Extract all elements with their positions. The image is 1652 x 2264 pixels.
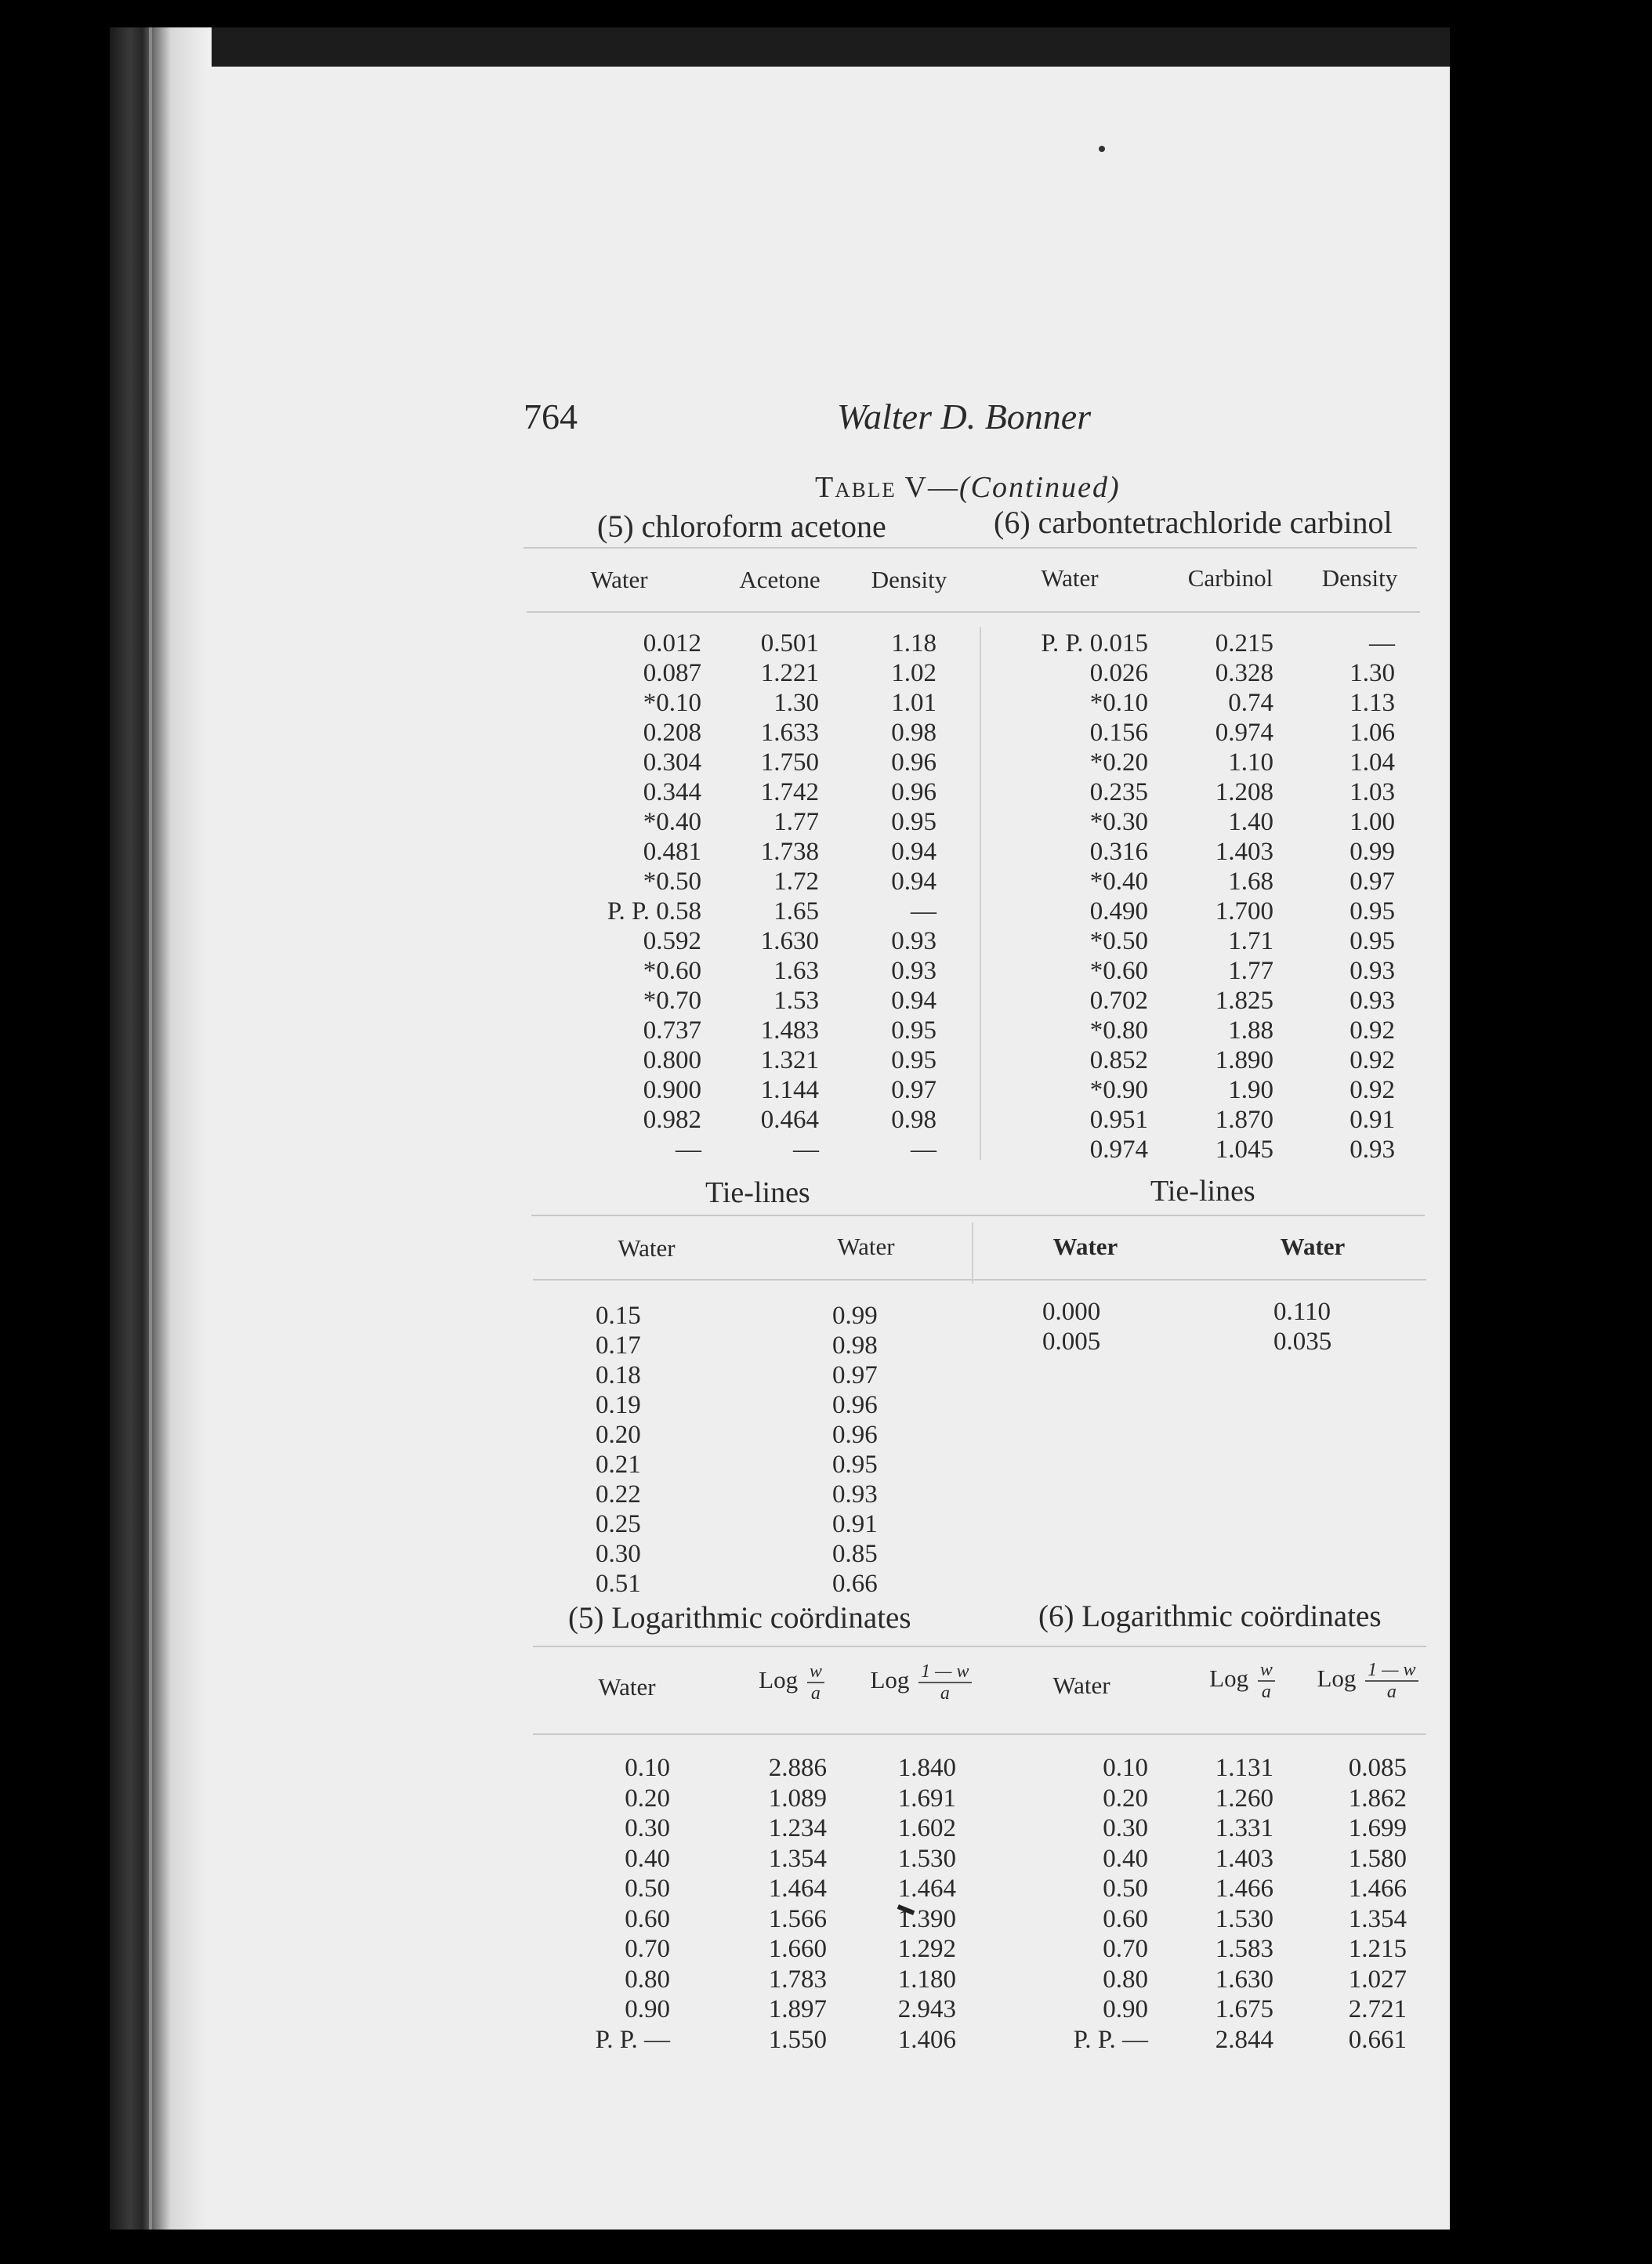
table-label: Table V bbox=[815, 471, 928, 504]
table-cell: 0.90 bbox=[1103, 1995, 1148, 2023]
table-cell: 1.675 bbox=[1215, 1995, 1273, 2023]
table-cell: 0.51 bbox=[596, 1570, 641, 1598]
denominator: a bbox=[940, 1683, 950, 1704]
log-label: Log bbox=[870, 1666, 910, 1694]
table-cell: 0.737 bbox=[643, 1016, 701, 1045]
table-cell: 0.087 bbox=[643, 659, 701, 687]
l6-log1w-header bbox=[1305, 1660, 1430, 1702]
tielines-divider bbox=[972, 1223, 973, 1284]
table-cell: 0.50 bbox=[1103, 1875, 1148, 1903]
numerator: 1 — w bbox=[1365, 1660, 1418, 1682]
table-cell: 0.18 bbox=[596, 1361, 641, 1389]
table-cell: 0.98 bbox=[891, 1106, 936, 1134]
table-cell: 0.235 bbox=[1089, 778, 1148, 806]
table-cell: 1.13 bbox=[1349, 689, 1395, 717]
table-caption: Table V—(Continued) bbox=[815, 471, 1121, 504]
table-cell: 0.70 bbox=[625, 1935, 670, 1963]
table-cell: 1.630 bbox=[760, 927, 819, 955]
table-cell: 1.403 bbox=[1215, 1844, 1273, 1873]
table-cell: 0.085 bbox=[1348, 1754, 1407, 1782]
s5-acetone-column bbox=[721, 628, 819, 1165]
table-cell: 0.900 bbox=[643, 1076, 701, 1104]
table-cell: 0.92 bbox=[1349, 1076, 1395, 1104]
table-cell: 0.702 bbox=[1089, 987, 1148, 1015]
page-number: 764 bbox=[523, 397, 578, 436]
table-cell: 0.93 bbox=[1349, 987, 1395, 1015]
table-cell: 0.10 bbox=[1103, 1754, 1148, 1782]
table-cell: 1.10 bbox=[1228, 748, 1273, 777]
table-cell: 1.68 bbox=[1228, 868, 1273, 896]
log-label: Log bbox=[759, 1666, 799, 1694]
table-cell: 1.180 bbox=[897, 1965, 956, 1994]
table-cell: 0.96 bbox=[891, 748, 936, 777]
table-cell: 1.30 bbox=[773, 689, 819, 717]
table-top-rule bbox=[523, 547, 1417, 549]
table-cell: 0.96 bbox=[832, 1391, 878, 1419]
table-cell: 0.85 bbox=[832, 1540, 878, 1568]
s5-acetone-header: Acetone bbox=[739, 566, 821, 593]
table-cell: 0.035 bbox=[1273, 1328, 1332, 1356]
l5-log1w-header bbox=[858, 1661, 984, 1704]
table-cell: 1.77 bbox=[1228, 957, 1273, 985]
table-cell: 1.464 bbox=[897, 1875, 956, 1903]
table-cell: 0.91 bbox=[832, 1510, 878, 1538]
s6-water-column bbox=[987, 628, 1148, 1165]
table-cell: 1.897 bbox=[768, 1995, 827, 2023]
table-cell: 0.110 bbox=[1273, 1298, 1331, 1326]
table-cell: 0.74 bbox=[1228, 689, 1273, 717]
table-cell: 1.750 bbox=[760, 748, 819, 777]
tielines-header-rule bbox=[533, 1279, 1426, 1281]
fraction bbox=[807, 1661, 824, 1704]
table-cell: 1.825 bbox=[1215, 987, 1273, 1015]
table-cell: 1.215 bbox=[1348, 1935, 1407, 1963]
film-edge-line bbox=[149, 27, 152, 2230]
table-cell: 1.65 bbox=[773, 897, 819, 926]
table-cell: 1.660 bbox=[768, 1935, 827, 1963]
table-cell: *0.40 bbox=[1089, 868, 1148, 896]
table-cell: 0.21 bbox=[596, 1451, 641, 1479]
s6-density-header: Density bbox=[1321, 564, 1398, 592]
table-cell: 0.156 bbox=[1089, 719, 1148, 747]
table-divider bbox=[980, 627, 981, 1160]
table-cell: 1.01 bbox=[891, 689, 936, 717]
table-cell: 1.783 bbox=[768, 1965, 827, 1994]
table-cell: 0.982 bbox=[643, 1106, 701, 1134]
table-cell: — bbox=[676, 1136, 701, 1164]
log-label: Log bbox=[1209, 1664, 1249, 1693]
table-cell: 1.131 bbox=[1215, 1754, 1273, 1782]
table-cell: — bbox=[1369, 629, 1395, 657]
table-cell: 1.890 bbox=[1215, 1046, 1273, 1074]
l5-logw-column bbox=[741, 1753, 827, 2055]
table-cell: 1.466 bbox=[1215, 1875, 1273, 1903]
table-cell: P. P. — bbox=[595, 2025, 670, 2054]
table-cell: 2.886 bbox=[768, 1754, 827, 1782]
table-cell: 0.15 bbox=[596, 1302, 641, 1330]
table-cell: P. P. 0.58 bbox=[607, 897, 701, 926]
table-cell: 1.221 bbox=[760, 659, 819, 687]
table-cell: 0.215 bbox=[1215, 629, 1273, 657]
table-cell: 1.292 bbox=[897, 1935, 956, 1963]
table-cell: 0.10 bbox=[625, 1754, 670, 1782]
table-cell: *0.80 bbox=[1089, 1016, 1148, 1045]
table-cell: 1.870 bbox=[1215, 1106, 1273, 1134]
specks bbox=[1099, 146, 1105, 152]
table-cell: 0.026 bbox=[1089, 659, 1148, 687]
s5-density-header: Density bbox=[871, 566, 947, 593]
table-cell: 0.94 bbox=[891, 838, 936, 866]
log-top-rule bbox=[533, 1646, 1426, 1647]
table-cell: *0.20 bbox=[1089, 748, 1148, 777]
table-cell: 0.501 bbox=[760, 629, 819, 657]
numerator: 1 — w bbox=[918, 1661, 971, 1683]
table-cell: P. P. 0.015 bbox=[1041, 629, 1148, 657]
table-cell: 1.77 bbox=[773, 808, 819, 836]
table-cell: 2.721 bbox=[1348, 1995, 1407, 2023]
l5-water-header: Water bbox=[598, 1673, 656, 1701]
table-cell: 1.840 bbox=[897, 1754, 956, 1782]
table-cell: 0.661 bbox=[1348, 2025, 1407, 2054]
table-cell: 0.93 bbox=[891, 957, 936, 985]
table-cell: 0.98 bbox=[832, 1331, 878, 1360]
s5-water-header: Water bbox=[590, 566, 648, 593]
film-border-left bbox=[110, 27, 212, 2230]
table-cell: 1.466 bbox=[1348, 1875, 1407, 1903]
t6-water2-header: Water bbox=[1280, 1233, 1346, 1260]
table-cell: 0.481 bbox=[643, 838, 701, 866]
table-cell: 0.93 bbox=[832, 1480, 878, 1509]
table-cell: 1.234 bbox=[768, 1814, 827, 1842]
table-cell: 0.99 bbox=[832, 1302, 878, 1330]
table-cell: 0.974 bbox=[1089, 1136, 1148, 1164]
s5-density-column bbox=[858, 628, 936, 1165]
tielines6-title: Tie-lines bbox=[1150, 1175, 1255, 1208]
table-cell: 1.90 bbox=[1228, 1076, 1273, 1104]
table-cell: 1.04 bbox=[1349, 748, 1395, 777]
table-cell: 1.530 bbox=[897, 1844, 956, 1873]
l6-water-header: Water bbox=[1052, 1672, 1110, 1699]
table-cell: 0.25 bbox=[596, 1510, 641, 1538]
table-cell: *0.70 bbox=[643, 987, 701, 1015]
t6-col1 bbox=[1042, 1297, 1136, 1357]
table-cell: *0.10 bbox=[643, 689, 701, 717]
table-cell: 0.95 bbox=[891, 1016, 936, 1045]
table-cell: 0.60 bbox=[1103, 1904, 1148, 1933]
t6-col2 bbox=[1273, 1297, 1368, 1357]
table-cell: *0.30 bbox=[1089, 808, 1148, 836]
l6-water-column bbox=[1011, 1753, 1148, 2055]
table-cell: 0.005 bbox=[1042, 1328, 1101, 1356]
table-cell: 1.403 bbox=[1215, 838, 1273, 866]
t5-col2 bbox=[832, 1301, 911, 1599]
table-cell: 0.20 bbox=[625, 1784, 670, 1813]
table-cell: 1.18 bbox=[891, 629, 936, 657]
table-cell: 0.464 bbox=[760, 1106, 819, 1134]
table-cell: 1.63 bbox=[773, 957, 819, 985]
table-cell: 0.800 bbox=[643, 1046, 701, 1074]
table-cell: 1.530 bbox=[1215, 1904, 1273, 1933]
table-cell: 0.40 bbox=[1103, 1844, 1148, 1873]
table-cell: 0.80 bbox=[1103, 1965, 1148, 1994]
table-cell: 0.92 bbox=[1349, 1016, 1395, 1045]
log-label: Log bbox=[1317, 1664, 1357, 1693]
table-cell: 0.328 bbox=[1215, 659, 1273, 687]
table-cell: *0.60 bbox=[643, 957, 701, 985]
table-cell: 1.045 bbox=[1215, 1136, 1273, 1164]
fraction bbox=[918, 1661, 971, 1704]
table-cell: 0.95 bbox=[1349, 927, 1395, 955]
running-title: Walter D. Bonner bbox=[837, 397, 1092, 436]
table-cell: 1.331 bbox=[1215, 1814, 1273, 1842]
s5-water-column bbox=[509, 628, 701, 1165]
table-cell: 1.40 bbox=[1228, 808, 1273, 836]
system5-title: (5) chloroform acetone bbox=[597, 509, 886, 544]
table-cell: 1.742 bbox=[760, 778, 819, 806]
table-cell: 0.66 bbox=[832, 1570, 878, 1598]
table-cell: 2.943 bbox=[897, 1995, 956, 2023]
table-cell: 0.012 bbox=[643, 629, 701, 657]
table-cell: 0.99 bbox=[1349, 838, 1395, 866]
table-cell: 0.951 bbox=[1089, 1106, 1148, 1134]
table-cell: 1.483 bbox=[760, 1016, 819, 1045]
table-cell: 1.88 bbox=[1228, 1016, 1273, 1045]
table-cell: 1.699 bbox=[1348, 1814, 1407, 1842]
numerator: w bbox=[1258, 1660, 1275, 1682]
log-header-rule bbox=[533, 1733, 1426, 1735]
table-cell: 0.22 bbox=[596, 1480, 641, 1509]
table-cell: 1.700 bbox=[1215, 897, 1273, 926]
table-cell: 2.844 bbox=[1215, 2025, 1273, 2054]
t5-col1 bbox=[596, 1301, 674, 1599]
table-cell: 1.06 bbox=[1349, 719, 1395, 747]
table-cell: 0.95 bbox=[891, 1046, 936, 1074]
table-cell: *0.60 bbox=[1089, 957, 1148, 985]
table-cell: 0.000 bbox=[1042, 1298, 1101, 1326]
denominator: a bbox=[810, 1683, 821, 1704]
s6-density-column bbox=[1317, 628, 1395, 1165]
table-cell: 0.208 bbox=[643, 719, 701, 747]
table-cell: 0.96 bbox=[891, 778, 936, 806]
table-cell: 1.738 bbox=[760, 838, 819, 866]
t5-water1-header: Water bbox=[618, 1234, 676, 1262]
table-cell: 0.94 bbox=[891, 987, 936, 1015]
system6-title: (6) carbontetrachloride carbinol bbox=[994, 505, 1393, 540]
table-cell: 1.390 bbox=[897, 1904, 956, 1933]
table-cell: 1.144 bbox=[760, 1076, 819, 1104]
table-cell: 1.691 bbox=[897, 1784, 956, 1813]
table-cell: 1.583 bbox=[1215, 1935, 1273, 1963]
table-cell: 0.98 bbox=[891, 719, 936, 747]
table-cell: 0.974 bbox=[1215, 719, 1273, 747]
table-cell: 0.30 bbox=[1103, 1814, 1148, 1842]
table-cell: 0.592 bbox=[643, 927, 701, 955]
table-cell: 0.97 bbox=[1349, 868, 1395, 896]
t5-water2-header: Water bbox=[837, 1233, 895, 1260]
table-cell: 0.344 bbox=[643, 778, 701, 806]
numerator: w bbox=[807, 1661, 824, 1683]
table-cell: 1.354 bbox=[1348, 1904, 1407, 1933]
table-cell: 0.93 bbox=[1349, 957, 1395, 985]
table-cell: *0.40 bbox=[643, 808, 701, 836]
table-header-rule bbox=[527, 611, 1420, 613]
table-cell: — bbox=[911, 897, 936, 926]
table-cell: 0.40 bbox=[625, 1844, 670, 1873]
s6-carbinol-column bbox=[1179, 628, 1273, 1165]
log5-title: (5) Logarithmic coördinates bbox=[568, 1601, 911, 1635]
table-cell: *0.50 bbox=[643, 868, 701, 896]
l6-logw-column bbox=[1187, 1753, 1273, 2055]
tielines5-title: Tie-lines bbox=[705, 1176, 810, 1209]
table-cell: 0.92 bbox=[1349, 1046, 1395, 1074]
table-cell: 1.71 bbox=[1228, 927, 1273, 955]
table-cell: 1.00 bbox=[1349, 808, 1395, 836]
fraction bbox=[1365, 1660, 1418, 1702]
denominator: a bbox=[1261, 1682, 1271, 1702]
denominator: a bbox=[1386, 1682, 1397, 1702]
table-cell: 0.93 bbox=[1349, 1136, 1395, 1164]
table-cell: — bbox=[911, 1136, 936, 1164]
table-cell: P. P. — bbox=[1073, 2025, 1148, 2054]
table-continued: (Continued) bbox=[958, 471, 1121, 504]
table-cell: 1.602 bbox=[897, 1814, 956, 1842]
table-cell: 0.20 bbox=[1103, 1784, 1148, 1813]
table-cell: 0.19 bbox=[596, 1391, 641, 1419]
table-cell: 0.304 bbox=[643, 748, 701, 777]
table-cell: 1.30 bbox=[1349, 659, 1395, 687]
table-cell: 0.30 bbox=[596, 1540, 641, 1568]
table-cell: 0.96 bbox=[832, 1421, 878, 1449]
table-cell: 0.30 bbox=[625, 1814, 670, 1842]
table-cell: 0.97 bbox=[832, 1361, 878, 1389]
table-cell: 1.260 bbox=[1215, 1784, 1273, 1813]
table-cell: 1.089 bbox=[768, 1784, 827, 1813]
table-cell: *0.50 bbox=[1089, 927, 1148, 955]
table-cell: *0.10 bbox=[1089, 689, 1148, 717]
table-cell: 0.95 bbox=[832, 1451, 878, 1479]
table-cell: 0.97 bbox=[891, 1076, 936, 1104]
table-cell: 0.316 bbox=[1089, 838, 1148, 866]
table-cell: 1.02 bbox=[891, 659, 936, 687]
table-cell: 1.633 bbox=[760, 719, 819, 747]
table-cell: 0.60 bbox=[625, 1904, 670, 1933]
table-cell: 0.70 bbox=[1103, 1935, 1148, 1963]
table-cell: 0.50 bbox=[625, 1875, 670, 1903]
l5-logw-header bbox=[744, 1661, 839, 1704]
table-cell: 1.464 bbox=[768, 1875, 827, 1903]
table-cell: 0.95 bbox=[1349, 897, 1395, 926]
table-cell: 0.852 bbox=[1089, 1046, 1148, 1074]
table-cell: 1.550 bbox=[768, 2025, 827, 2054]
log6-title: (6) Logarithmic coördinates bbox=[1038, 1599, 1382, 1633]
table-cell: 0.90 bbox=[625, 1995, 670, 2023]
l6-log1w-column bbox=[1321, 1753, 1407, 2055]
table-cell: 1.862 bbox=[1348, 1784, 1407, 1813]
table-cell: 1.406 bbox=[897, 2025, 956, 2054]
table-cell: 0.95 bbox=[891, 808, 936, 836]
table-cell: 0.80 bbox=[625, 1965, 670, 1994]
table-cell: 1.53 bbox=[773, 987, 819, 1015]
table-cell: 1.321 bbox=[760, 1046, 819, 1074]
table-cell: 1.72 bbox=[773, 868, 819, 896]
table-cell: 0.94 bbox=[891, 868, 936, 896]
table-cell: 1.566 bbox=[768, 1904, 827, 1933]
table-cell: 0.91 bbox=[1349, 1106, 1395, 1134]
table-cell: 1.630 bbox=[1215, 1965, 1273, 1994]
table-cell: 1.208 bbox=[1215, 778, 1273, 806]
s6-water-header: Water bbox=[1041, 564, 1099, 592]
table-cell: 0.93 bbox=[891, 927, 936, 955]
table-cell: 1.027 bbox=[1348, 1965, 1407, 1994]
l6-logw-header bbox=[1195, 1660, 1289, 1702]
fraction bbox=[1258, 1660, 1275, 1702]
s6-carbinol-header: Carbinol bbox=[1187, 564, 1273, 592]
film-border-top bbox=[110, 27, 1450, 71]
l5-log1w-column bbox=[870, 1753, 956, 2055]
tielines-top-rule bbox=[531, 1215, 1425, 1216]
running-header bbox=[523, 396, 1103, 443]
table-cell: 0.17 bbox=[596, 1331, 641, 1360]
table-cell: 1.03 bbox=[1349, 778, 1395, 806]
table-cell: 0.20 bbox=[596, 1421, 641, 1449]
table-cell: 1.354 bbox=[768, 1844, 827, 1873]
table-cell: — bbox=[793, 1136, 819, 1164]
t6-water1-header: Water bbox=[1052, 1233, 1118, 1260]
l5-water-column bbox=[549, 1753, 670, 2055]
table-cell: *0.90 bbox=[1089, 1076, 1148, 1104]
table-cell: 1.580 bbox=[1348, 1844, 1407, 1873]
table-cell: 0.490 bbox=[1089, 897, 1148, 926]
